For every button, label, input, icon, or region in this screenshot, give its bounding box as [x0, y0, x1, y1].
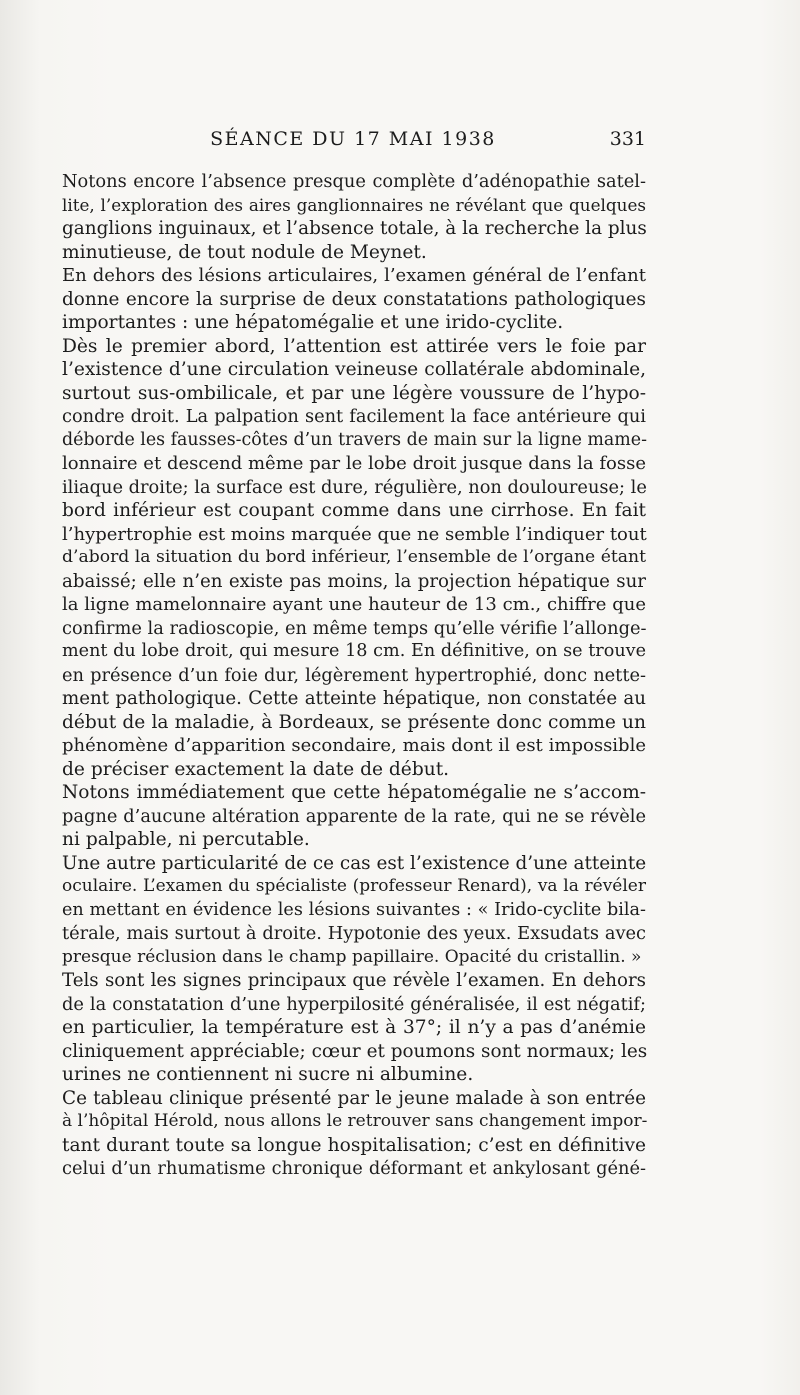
running-head [60, 124, 646, 156]
text-line: bord inférieur est coupant comme dans une cirrhose. En fait [62, 500, 646, 521]
text-line: en particulier, la température est à 37°; il n’y a pas d’anémie [62, 1017, 646, 1038]
text-line: abaissé; elle n’en existe pas moins, la projection hépatique sur [62, 570, 646, 592]
text-line: ganglions inguinaux, et l’absence totale, à la recherche la plus [62, 218, 647, 239]
text-line: phénomène d’apparition secondaire, mais dont il est impossible [62, 735, 646, 756]
text-line: de la constatation d’une hyperpilosité généralisée, il est négatif; [62, 993, 646, 1015]
text-line: En dehors des lésions articulaires, l’examen général de l’enfant [62, 265, 646, 286]
text-line: Tels sont les signes principaux que révèle l’examen. En dehors [62, 970, 646, 991]
text-line: celui d’un rhumatisme chronique déformant et ankylosant géné- [62, 1158, 646, 1179]
text-line: lonnaire et descend même par le lobe droit jusque dans la fosse [62, 453, 646, 474]
paragraph-3 [62, 335, 646, 782]
text-line: à l’hôpital Hérold, nous allons le retrouver sans changement impor- [62, 1111, 648, 1131]
page-number: 331 [609, 128, 646, 150]
text-line: ment pathologique. Cette atteinte hépatique, non constatée au [62, 688, 646, 709]
text-line: Dès le premier abord, l’attention est attirée vers le foie par [62, 335, 646, 357]
text-line: déborde les fausses-côtes d’un travers de main sur la ligne mame- [62, 429, 647, 450]
text-line: en mettant en évidence les lésions suivantes : « Irido-cyclite bila- [62, 899, 646, 920]
text-line: tant durant toute sa longue hospitalisation; c’est en définitive [62, 1134, 646, 1156]
paragraph-1 [62, 170, 646, 264]
text-line: presque réclusion dans le champ papillaire. Opacité du cristallin. » [62, 946, 642, 967]
text-line: début de la maladie, à Bordeaux, se présente donc comme un [62, 711, 646, 733]
text-line: donne encore la surprise de deux constatations pathologiques [62, 288, 646, 310]
text-line: pagne d’aucune altération apparente de la rate, qui ne se révèle [62, 805, 646, 827]
text-line: en présence d’un foie dur, légèrement hypertrophié, donc nette- [62, 664, 646, 686]
text-line: Une autre particularité de ce cas est l’existence d’une atteinte [62, 852, 647, 874]
text-line: cliniquement appréciable; cœur et poumons sont normaux; les [62, 1040, 648, 1062]
text-line: surtout sus-ombilicale, et par une légère voussure de l’hypo- [62, 382, 646, 404]
text-line: ni palpable, ni percutable. [62, 829, 310, 850]
text-line: urines ne contiennent ni sucre ni albumine. [62, 1064, 474, 1085]
text-line: Ce tableau clinique présenté par le jeune malade à son entrée [62, 1087, 646, 1109]
text-line: d’abord la situation du bord inférieur, l’ensemble de l’organe étant [62, 547, 646, 567]
paragraph-7 [62, 1087, 646, 1181]
text-line: lite, l’exploration des aires ganglionnaires ne révélant que quelques [62, 194, 646, 215]
text-line: confirme la radioscopie, en même temps qu’elle vérifie l’allonge- [62, 617, 647, 639]
text-line: l’hypertrophie est moins marquée que ne semble l’indiquer tout [62, 523, 647, 545]
text-line: minutieuse, de tout nodule de Meynet. [62, 241, 427, 263]
text-line: l’existence d’une circulation veineuse collatérale abdominale, [62, 359, 646, 380]
text-line: de préciser exactement la date de début. [62, 758, 450, 780]
paragraph-5 [62, 852, 646, 970]
paragraph-4 [62, 781, 646, 852]
text-line: ment du lobe droit, qui mesure 18 cm. En définitive, on se trouve [62, 641, 646, 661]
text-line: importantes : une hépatomégalie et une irido-cyclite. [62, 312, 564, 333]
text-line: oculaire. L’examen du spécialiste (professeur Renard), va la révéler [62, 876, 646, 896]
text-line: la ligne mamelonnaire ayant une hauteur de 13 cm., chiffre que [62, 594, 646, 615]
text-line: Notons encore l’absence presque complète d’adénopathie satel- [62, 171, 646, 192]
text-line: iliaque droite; la surface est dure, régulière, non douloureuse; le [62, 476, 647, 498]
running-title: SÉANCE DU 17 MAI 1938 [210, 128, 496, 150]
text-line: Notons immédiatement que cette hépatomégalie ne s’accom- [62, 782, 646, 803]
paragraph-6 [62, 969, 646, 1087]
text-line: condre droit. La palpation sent facilement la face antérieure qui [62, 406, 646, 427]
text-line: térale, mais surtout à droite. Hypotonie des yeux. Exsudats avec [62, 923, 646, 944]
paragraph-2 [62, 264, 646, 335]
body-text [62, 170, 646, 1181]
